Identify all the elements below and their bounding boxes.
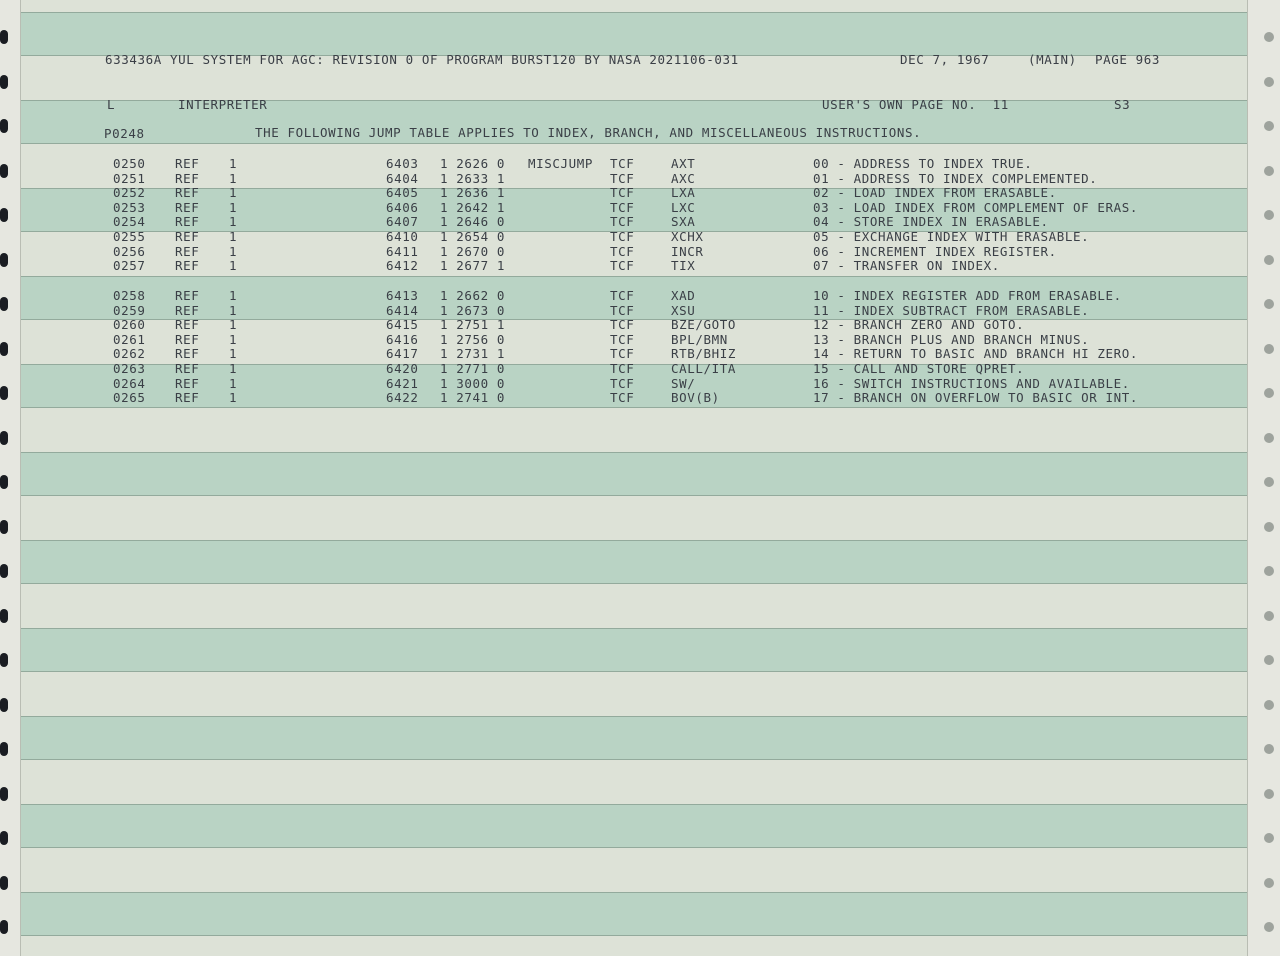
feed-hole	[1264, 566, 1274, 576]
listing-operand: BZE/GOTO	[671, 317, 737, 333]
listing-n: 1	[229, 288, 238, 303]
listing-line: 0261	[113, 331, 146, 347]
listing-addr: 6415	[386, 317, 419, 333]
listing-row	[0, 201, 1280, 216]
listing-line: 0258	[113, 288, 146, 303]
listing-n: 1	[229, 331, 238, 347]
listing-n: 1	[229, 346, 238, 362]
listing-line: 0256	[113, 243, 146, 259]
listing-row	[0, 347, 1280, 362]
feed-hole	[1264, 700, 1274, 710]
listing-n: 1	[229, 390, 238, 406]
listing-row	[0, 333, 1280, 348]
feed-hole	[0, 119, 8, 133]
listing-line: 0259	[113, 302, 146, 318]
feed-hole	[0, 30, 8, 44]
listing-op: TCF	[610, 199, 635, 215]
listing-row	[0, 318, 1280, 333]
listing-comment: 15 - CALL AND STORE QPRET.	[813, 361, 1025, 376]
feed-hole	[0, 920, 8, 934]
listing-addr: 6407	[386, 214, 419, 230]
listing-op: TCF	[610, 170, 635, 186]
feed-hole	[1264, 878, 1274, 888]
listing-code: 1 2662 0	[440, 288, 506, 303]
listing-ref: REF	[175, 185, 200, 201]
listing-operand: LXA	[671, 185, 696, 201]
listing-op: TCF	[610, 375, 635, 391]
listing-operand: INCR	[671, 243, 704, 259]
listing-addr: 6414	[386, 302, 419, 318]
listing-operand: BPL/BMN	[671, 331, 728, 347]
listing-comment: 11 - INDEX SUBTRACT FROM ERASABLE.	[813, 302, 1090, 318]
listing-addr: 6417	[386, 346, 419, 362]
green-band	[20, 804, 1248, 848]
listing-op: TCF	[610, 243, 635, 259]
header-main: (MAIN)	[1028, 52, 1077, 67]
listing-n: 1	[229, 317, 238, 333]
listing-code: 1 2633 1	[440, 170, 506, 186]
listing-n: 1	[229, 170, 238, 186]
listing-comment: 05 - EXCHANGE INDEX WITH ERASABLE.	[813, 229, 1090, 244]
listing-n: 1	[229, 185, 238, 201]
listing-row	[0, 215, 1280, 230]
listing-comment: 17 - BRANCH ON OVERFLOW TO BASIC OR INT.	[813, 390, 1139, 406]
listing-n: 1	[229, 258, 238, 274]
listing-code: 1 2751 1	[440, 317, 506, 333]
listing-op: TCF	[610, 288, 635, 303]
listing-code: 1 2741 0	[440, 390, 506, 406]
user-page-number: USER'S OWN PAGE NO. 11	[822, 97, 1009, 112]
listing-code: 1 2636 1	[440, 185, 506, 201]
listing-ref: REF	[175, 331, 200, 347]
listing-n: 1	[229, 243, 238, 259]
listing-addr: 6420	[386, 361, 419, 376]
green-band	[20, 716, 1248, 760]
listing-ref: REF	[175, 214, 200, 230]
listing-code: 1 2677 1	[440, 258, 506, 274]
header-date: DEC 7, 1967	[900, 52, 990, 67]
feed-hole	[1264, 744, 1274, 754]
feed-hole	[0, 653, 8, 667]
listing-operand: SXA	[671, 214, 696, 230]
feed-hole	[1264, 433, 1274, 443]
feed-hole	[0, 475, 8, 489]
green-band	[20, 452, 1248, 496]
listing-row	[0, 230, 1280, 245]
listing-operand: CALL/ITA	[671, 361, 737, 376]
listing-operand: TIX	[671, 258, 696, 274]
listing-row	[0, 377, 1280, 392]
listing-ref: REF	[175, 199, 200, 215]
feed-hole	[0, 831, 8, 845]
listing-header: 633436A YUL SYSTEM FOR AGC: REVISION 0 OF PROGRAM BURST120 BY NASA 2021106-031	[105, 52, 739, 67]
listing-comment: 03 - LOAD INDEX FROM COMPLEMENT OF ERAS.	[813, 199, 1139, 215]
feed-hole	[0, 75, 8, 89]
listing-comment: 00 - ADDRESS TO INDEX TRUE.	[813, 156, 1033, 171]
listing-addr: 6411	[386, 243, 419, 259]
comment-id: P0248	[104, 126, 145, 141]
listing-line: 0250	[113, 156, 146, 171]
listing-ref: REF	[175, 375, 200, 391]
listing-code: 1 2646 0	[440, 214, 506, 230]
listing-ref: REF	[175, 288, 200, 303]
listing-code: 1 2673 0	[440, 302, 506, 318]
subheader-l: L	[107, 97, 116, 112]
listing-operand: XSU	[671, 302, 696, 318]
listing-row	[0, 304, 1280, 319]
listing-comment: 02 - LOAD INDEX FROM ERASABLE.	[813, 185, 1057, 201]
listing-line: 0263	[113, 361, 146, 376]
feed-hole	[1264, 77, 1274, 87]
listing-operand: BOV(B)	[671, 390, 720, 406]
feed-hole	[1264, 789, 1274, 799]
listing-ref: REF	[175, 243, 200, 259]
feed-hole	[1264, 655, 1274, 665]
listing-addr: 6405	[386, 185, 419, 201]
listing-comment: 16 - SWITCH INSTRUCTIONS AND AVAILABLE.	[813, 375, 1130, 391]
listing-ref: REF	[175, 156, 200, 171]
listing-code: 1 2654 0	[440, 229, 506, 244]
listing-row	[0, 289, 1280, 304]
listing-addr: 6403	[386, 156, 419, 171]
feed-hole	[0, 876, 8, 890]
listing-line: 0255	[113, 229, 146, 244]
green-band	[20, 628, 1248, 672]
listing-line: 0257	[113, 258, 146, 274]
comment-text: THE FOLLOWING JUMP TABLE APPLIES TO INDEX, BRANCH, AND MISCELLANEOUS INSTRUCTIONS.	[255, 125, 922, 140]
listing-addr: 6416	[386, 331, 419, 347]
feed-hole	[0, 564, 8, 578]
listing-ref: REF	[175, 258, 200, 274]
listing-comment: 10 - INDEX REGISTER ADD FROM ERASABLE.	[813, 288, 1122, 303]
listing-comment: 07 - TRANSFER ON INDEX.	[813, 258, 1000, 274]
listing-line: 0251	[113, 170, 146, 186]
listing-row	[0, 172, 1280, 187]
listing-op: TCF	[610, 214, 635, 230]
listing-code: 1 2626 0	[440, 156, 506, 171]
listing-operand: XAD	[671, 288, 696, 303]
listing-ref: REF	[175, 317, 200, 333]
feed-hole	[0, 698, 8, 712]
feed-hole	[1264, 522, 1274, 532]
listing-comment: 12 - BRANCH ZERO AND GOTO.	[813, 317, 1025, 333]
listing-line: 0265	[113, 390, 146, 406]
listing-addr: 6413	[386, 288, 419, 303]
listing-ref: REF	[175, 229, 200, 244]
listing-code: 1 2670 0	[440, 243, 506, 259]
right-feed-strip	[1247, 0, 1280, 956]
listing-addr: 6404	[386, 170, 419, 186]
feed-hole	[1264, 833, 1274, 843]
listing-ref: REF	[175, 302, 200, 318]
green-band	[20, 12, 1248, 56]
feed-hole	[0, 609, 8, 623]
listing-code: 1 2642 1	[440, 199, 506, 215]
listing-line: 0252	[113, 185, 146, 201]
listing-ref: REF	[175, 346, 200, 362]
listing-addr: 6412	[386, 258, 419, 274]
feed-hole	[0, 787, 8, 801]
listing-op: TCF	[610, 317, 635, 333]
listing-label: MISCJUMP	[528, 156, 594, 171]
listing-addr: 6422	[386, 390, 419, 406]
feed-hole	[0, 742, 8, 756]
listing-operand: AXC	[671, 170, 696, 186]
listing-n: 1	[229, 214, 238, 230]
listing-op: TCF	[610, 156, 635, 171]
listing-operand: LXC	[671, 199, 696, 215]
listing-row	[0, 259, 1280, 274]
feed-hole	[0, 520, 8, 534]
listing-row	[0, 391, 1280, 406]
listing-code: 1 2731 1	[440, 346, 506, 362]
listing-row	[0, 157, 1280, 172]
listing-op: TCF	[610, 302, 635, 318]
listing-operand: AXT	[671, 156, 696, 171]
listing-comment: 06 - INCREMENT INDEX REGISTER.	[813, 243, 1057, 259]
feed-hole	[0, 431, 8, 445]
listing-operand: RTB/BHIZ	[671, 346, 737, 362]
listing-comment: 13 - BRANCH PLUS AND BRANCH MINUS.	[813, 331, 1090, 347]
listing-n: 1	[229, 302, 238, 318]
green-band	[20, 540, 1248, 584]
listing-n: 1	[229, 229, 238, 244]
listing-addr: 6410	[386, 229, 419, 244]
listing-n: 1	[229, 375, 238, 391]
listing-line: 0264	[113, 375, 146, 391]
listing-operand: XCHX	[671, 229, 704, 244]
listing-ref: REF	[175, 390, 200, 406]
listing-row	[0, 362, 1280, 377]
listing-row	[0, 186, 1280, 201]
green-band	[20, 892, 1248, 936]
section-tag: S3	[1114, 97, 1131, 112]
listing-line: 0262	[113, 346, 146, 362]
feed-hole	[1264, 121, 1274, 131]
listing-line: 0254	[113, 214, 146, 230]
listing-n: 1	[229, 199, 238, 215]
listing-row	[0, 245, 1280, 260]
listing-code: 1 3000 0	[440, 375, 506, 391]
listing-op: TCF	[610, 346, 635, 362]
listing-op: TCF	[610, 331, 635, 347]
listing-op: TCF	[610, 185, 635, 201]
feed-hole	[1264, 32, 1274, 42]
feed-hole	[1264, 477, 1274, 487]
feed-hole	[1264, 611, 1274, 621]
listing-n: 1	[229, 361, 238, 376]
listing-ref: REF	[175, 361, 200, 376]
listing-n: 1	[229, 156, 238, 171]
listing-op: TCF	[610, 361, 635, 376]
listing-addr: 6406	[386, 199, 419, 215]
listing-code: 1 2756 0	[440, 331, 506, 347]
listing-line: 0253	[113, 199, 146, 215]
listing-code: 1 2771 0	[440, 361, 506, 376]
listing-comment: 01 - ADDRESS TO INDEX COMPLEMENTED.	[813, 170, 1098, 186]
section-name: INTERPRETER	[178, 97, 268, 112]
listing-addr: 6421	[386, 375, 419, 391]
listing-op: TCF	[610, 390, 635, 406]
header-page: PAGE 963	[1095, 52, 1161, 67]
feed-hole	[1264, 922, 1274, 932]
listing-operand: SW/	[671, 375, 696, 391]
listing-comment: 14 - RETURN TO BASIC AND BRANCH HI ZERO.	[813, 346, 1139, 362]
listing-op: TCF	[610, 258, 635, 274]
listing-ref: REF	[175, 170, 200, 186]
listing-comment: 04 - STORE INDEX IN ERASABLE.	[813, 214, 1049, 230]
listing-op: TCF	[610, 229, 635, 244]
listing-line: 0260	[113, 317, 146, 333]
